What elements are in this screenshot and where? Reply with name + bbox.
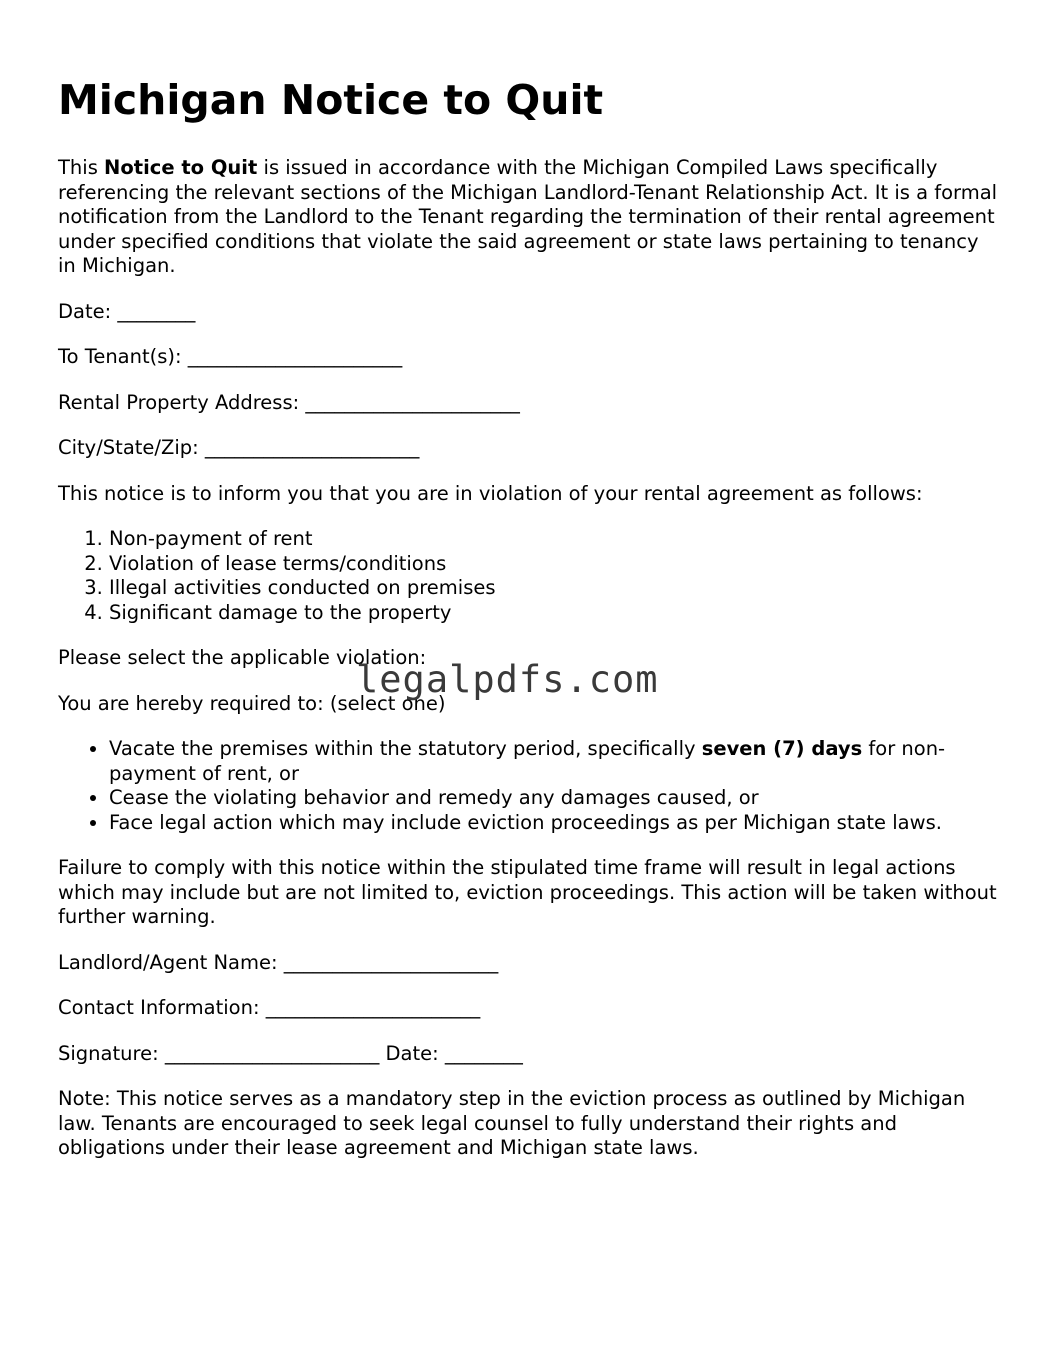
- select-violation-text: Please select the applicable violation:: [58, 646, 427, 669]
- contact-field: Contact Information: ______________________: [58, 996, 481, 1019]
- address-field: Rental Property Address: ______________________: [58, 390, 520, 414]
- page-title: Michigan Notice to Quit: [58, 76, 604, 124]
- violation-intro: This notice is to inform you that you are in violation of your rental agreement as follows:: [58, 481, 923, 505]
- document-page: [58, 72, 998, 1182]
- city-state-zip-field: City/State/Zip: ______________________: [58, 436, 420, 459]
- list-item: 1. Non-payment of rent: [109, 527, 998, 552]
- list-item: 2. Violation of lease terms/conditions: [109, 552, 998, 577]
- signature-field: Signature: ______________________ Date: ________: [58, 1041, 523, 1065]
- tenant-field: To Tenant(s): ______________________: [58, 345, 403, 368]
- intro-bold: Notice to Quit: [104, 156, 258, 179]
- list-item: • Cease the violating behavior and remedy any damages caused, or: [109, 786, 998, 811]
- landlord-name-field: Landlord/Agent Name: ______________________: [58, 950, 499, 974]
- violation-list: [58, 527, 998, 625]
- intro-pre: This: [58, 156, 105, 179]
- list-item: 4. Significant damage to the property: [109, 601, 998, 626]
- required-intro: You are hereby required to: (select one): [58, 691, 446, 715]
- intro-post: is issued in accordance with the Michigan Compiled Laws specifically referencing the relevant sections of the Michigan Landlord-Tenant Relationship Act. It is a formal notification from the Landlord to the Tenant regarding the termination of their rental agreement under specified conditions that violate the said agreement or state laws pertaining to tenancy in Michigan.: [58, 156, 998, 277]
- list-item: • Face legal action which may include eviction proceedings as per Michigan state laws.: [109, 811, 998, 836]
- note-paragraph: Note: This notice serves as a mandatory step in the eviction process as outlined by Michigan law. Tenants are encouraged to seek legal counsel to fully understand their rights and obligations under their lease agreement and Michigan state laws.: [58, 1087, 966, 1159]
- vacate-post: for non-payment of rent, or: [109, 737, 946, 785]
- date-field: Date: ________: [58, 299, 196, 323]
- intro-paragraph: [58, 156, 998, 279]
- list-item: [109, 737, 998, 786]
- option-list: [58, 737, 998, 835]
- failure-paragraph: Failure to comply with this notice within the stipulated time frame will result in legal actions which may include but are not limited to, eviction proceedings. This action will be taken without further warning.: [58, 856, 997, 928]
- vacate-pre: Vacate the premises within the statutory period, specifically: [109, 737, 702, 760]
- watermark: legalpdfs.com: [356, 658, 659, 701]
- vacate-bold: seven (7) days: [701, 737, 863, 760]
- list-item: 3. Illegal activities conducted on premises: [109, 576, 998, 601]
